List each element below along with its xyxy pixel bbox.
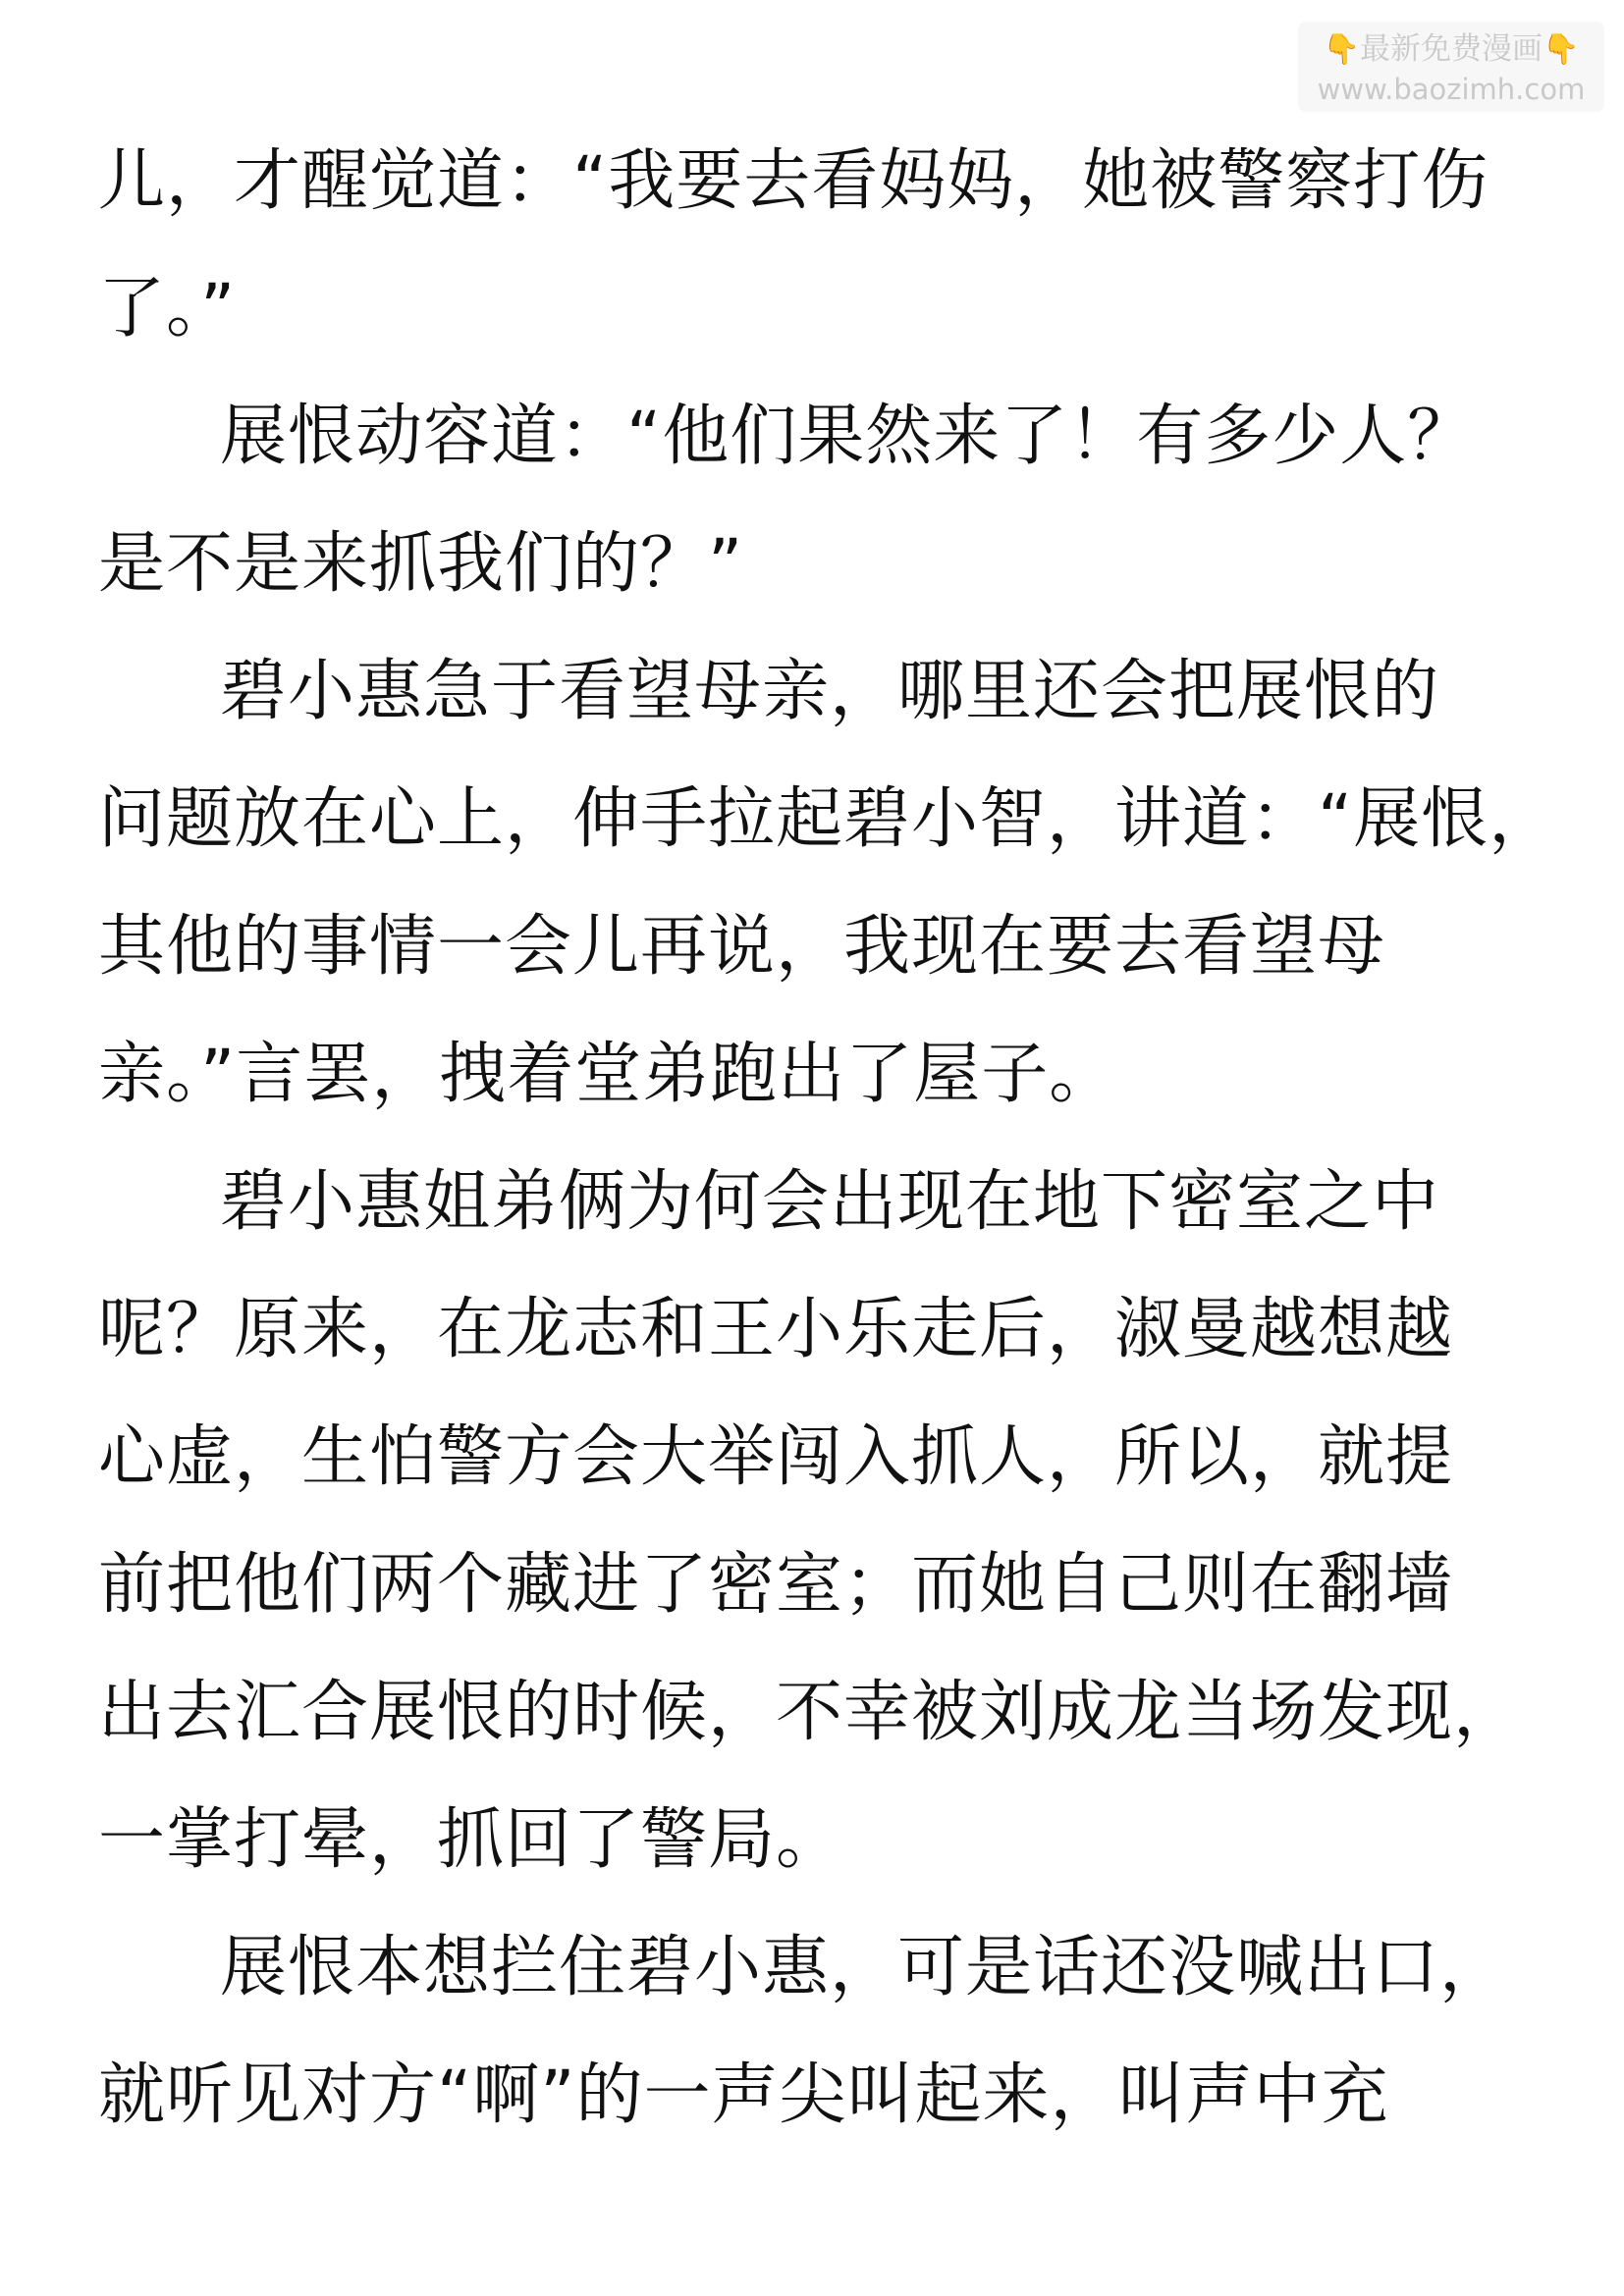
text-line: 问题放在心上，伸手拉起碧小智，讲道：“展恨， bbox=[98, 780, 1557, 858]
text-line: 其他的事情一会儿再说，我现在要去看望母 bbox=[98, 908, 1386, 986]
text-line: 前把他们两个藏进了密室；而她自己则在翻墙 bbox=[98, 1546, 1454, 1624]
watermark-badge bbox=[1298, 22, 1604, 112]
text-line: 儿，才醒觉道：“我要去看妈妈，她被警察打伤 bbox=[98, 142, 1489, 220]
hand-pointing-down-icon: 👇 bbox=[1323, 32, 1360, 67]
text-line: 出去汇合展恨的时候，不幸被刘成龙当场发现， bbox=[98, 1674, 1522, 1751]
text-line: 展恨本想拦住碧小惠，可是话还没喊出口， bbox=[220, 1929, 1508, 2006]
text-line: 了。” bbox=[98, 270, 237, 347]
text-line: 亲。”言罢，拽着堂弟跑出了屋子。 bbox=[98, 1036, 1117, 1113]
hand-pointing-down-icon: 👇 bbox=[1543, 32, 1580, 67]
watermark-url: www.baozimh.com bbox=[1317, 73, 1586, 106]
watermark-title-row bbox=[1298, 22, 1604, 72]
watermark-title: 最新免费漫画 bbox=[1360, 31, 1543, 67]
text-line: 展恨动容道：“他们果然来了！有多少人？ bbox=[220, 398, 1476, 475]
text-line: 碧小惠急于看望母亲，哪里还会把展恨的 bbox=[220, 653, 1440, 730]
page-body-text bbox=[98, 118, 1557, 2160]
text-line: 碧小惠姐弟俩为何会出现在地下密室之中 bbox=[220, 1163, 1440, 1241]
text-line: 一掌打晕，抓回了警局。 bbox=[98, 1801, 844, 1879]
text-line: 心虚，生怕警方会大举闯入抓人，所以，就提 bbox=[98, 1418, 1454, 1496]
text-line: 呢？原来，在龙志和王小乐走后，淑曼越想越 bbox=[98, 1291, 1454, 1368]
text-line: 就听见对方“啊”的一声尖叫起来，叫声中充 bbox=[98, 2056, 1389, 2134]
text-line: 是不是来抓我们的？” bbox=[98, 525, 744, 603]
